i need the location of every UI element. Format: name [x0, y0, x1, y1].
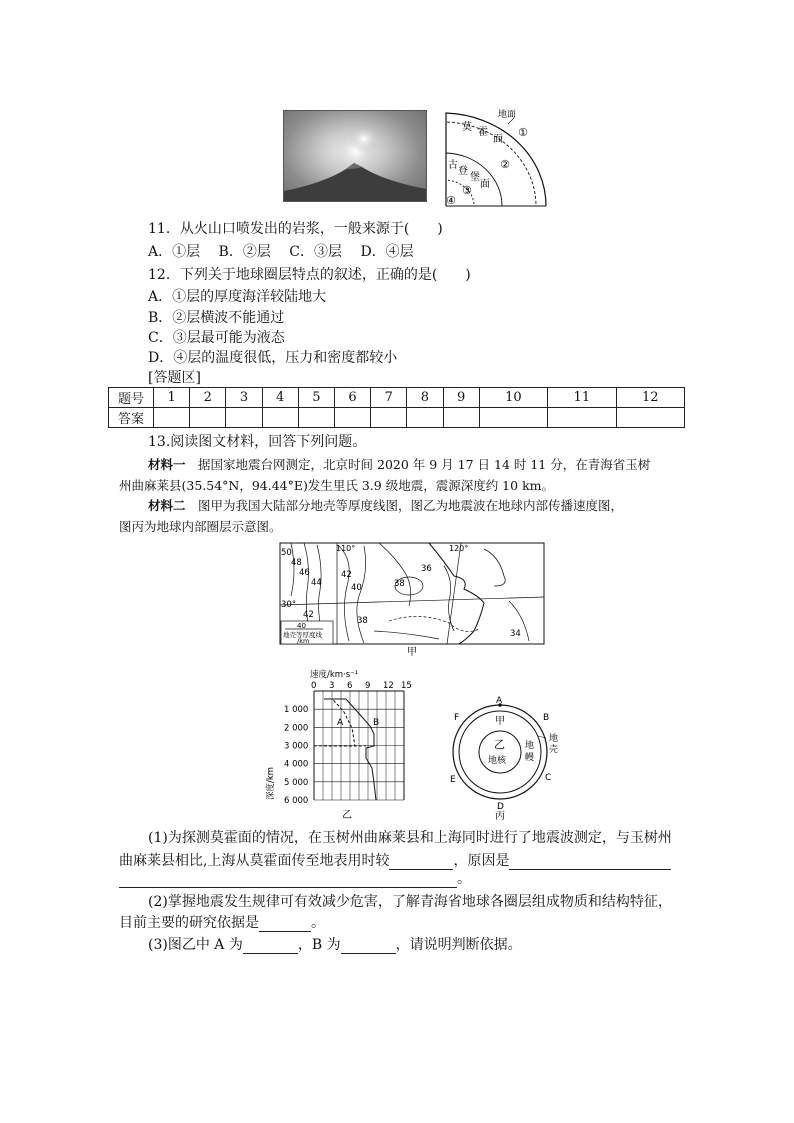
contour-label: 38 [394, 579, 405, 589]
answer-area-title: [答题区] [148, 370, 201, 386]
sub2-line1: (2)掌握地震发生规律可有效减少危害，了解青海省地球各圈层组成物质和结构特征， [148, 894, 672, 910]
map-caption: 甲 [407, 647, 417, 658]
table-cell: 8 [407, 388, 443, 408]
point-a: A [496, 696, 503, 706]
x-tick-label: 9 [365, 681, 371, 691]
longitude-label: 120° [449, 544, 469, 553]
legend-text: 地壳等厚度线 [283, 631, 322, 639]
answer-blank[interactable] [259, 916, 311, 932]
table-cell: 7 [371, 388, 407, 408]
layer-marker-3: ③ [462, 184, 472, 197]
q12-option-d: D．④层的温度很低，压力和密度都较小 [148, 350, 398, 366]
x-tick-label: 0 [311, 681, 317, 691]
answer-cell[interactable] [548, 408, 616, 428]
label-crust-2: 壳 [549, 745, 559, 755]
point-d: D [497, 802, 504, 812]
q11-options: A．①层 B．②层 C．③层 D．④层 [148, 244, 414, 260]
y-tick-label: 5 000 [284, 777, 309, 788]
table-cell: 9 [443, 388, 479, 408]
legend-value: 40 [297, 622, 306, 630]
answer-cell[interactable] [479, 408, 547, 428]
x-axis-title: 速度/km·s⁻¹ [310, 670, 359, 680]
sub1-line1: (1)为探测莫霍面的情况，在玉树州曲麻莱县和上海同时进行了地震波测定，与玉树州 [148, 830, 672, 846]
q12-option-a: A．①层的厚度海洋较陆地大 [148, 289, 327, 305]
q12-stem: 12．下列关于地球圈层特点的叙述，正确的是( ) [148, 267, 471, 283]
q13-intro: 13.阅读图文材料，回答下列问题。 [148, 434, 367, 450]
label-dimian: 地面 [498, 110, 517, 120]
earth-layers-quarter-diagram [438, 108, 550, 208]
answer-cell[interactable] [407, 408, 443, 428]
answer-blank[interactable] [509, 854, 671, 870]
answer-cell[interactable] [443, 408, 479, 428]
table-cell: 3 [226, 388, 262, 408]
table-cell: 10 [479, 388, 547, 408]
table-cell: 5 [298, 388, 334, 408]
q12-option-b: B．②层横波不能通过 [148, 310, 285, 326]
point-c: C [545, 773, 552, 783]
earth-interior-diagram [446, 696, 566, 820]
y-tick-label: 1 000 [284, 705, 309, 716]
answer-blank[interactable] [243, 938, 298, 954]
answer-cell[interactable] [334, 408, 370, 428]
chart-caption: 乙 [342, 810, 352, 820]
table-cell: 2 [190, 388, 226, 408]
material2-label: 材料二 [148, 498, 186, 513]
answer-blank[interactable] [389, 854, 453, 870]
material2-text1: 图甲为我国大陆部分地壳等厚度线图，图乙为地震波在地球内部传播速度图， [185, 498, 624, 513]
x-tick-label: 12 [383, 681, 394, 691]
sub2-text-a: 目前主要的研究依据是 [119, 915, 259, 931]
y-axis-title: 深度/km [266, 766, 276, 800]
label-mantle-1: 地 [525, 741, 535, 751]
contour-label: 42 [303, 610, 314, 620]
q12-option-c: C．③层最可能为液态 [148, 330, 285, 346]
contour-label: 36 [421, 564, 432, 574]
table-cell: 1 [154, 388, 190, 408]
label-mian1: 面 [493, 134, 503, 145]
label-gu: 古 [448, 160, 458, 171]
point-e: E [450, 775, 456, 785]
table-cell: 6 [334, 388, 370, 408]
wave-a-label: A [337, 718, 344, 728]
label-deng: 登 [458, 166, 468, 177]
contour-label: 44 [311, 578, 322, 588]
label-crust-1: 地 [549, 734, 559, 744]
contour-label: 42 [341, 570, 352, 580]
legend-unit: /km [297, 637, 310, 645]
answer-cell[interactable] [190, 408, 226, 428]
diagram-caption: 丙 [495, 811, 505, 820]
longitude-label: 110° [336, 544, 356, 553]
layer-marker-4: ④ [446, 194, 456, 207]
label-bao: 堡 [470, 172, 480, 183]
sub3-text-c: ，请说明判断依据。 [395, 937, 522, 953]
y-tick-label: 6 000 [284, 796, 309, 806]
label-yi: 乙 [494, 738, 505, 751]
answer-blank[interactable] [119, 872, 457, 888]
sub1-text-a: 曲麻莱县相比,上海从莫霍面传至地表用时较 [119, 853, 390, 869]
wave-b-curve [326, 699, 376, 800]
x-tick-label: 3 [329, 681, 335, 691]
answer-cell[interactable] [371, 408, 407, 428]
wave-b-label: B [373, 718, 380, 728]
seismic-velocity-chart [262, 668, 412, 820]
row-label-number: 题号 [109, 388, 154, 408]
table-row [109, 408, 685, 428]
sub3-line [148, 936, 522, 954]
table-cell: 11 [548, 388, 616, 408]
row-label-answer: 答案 [109, 408, 154, 428]
y-tick-label: 4 000 [284, 759, 309, 770]
sub2-line2 [119, 914, 325, 932]
answer-cell[interactable] [298, 408, 334, 428]
sub3-text-b: ，B 为 [297, 937, 341, 953]
point-f: F [454, 713, 460, 723]
answer-table [108, 387, 685, 428]
layer-marker-2: ② [500, 158, 510, 171]
sub1-text-b: ，原因是 [453, 853, 510, 869]
material1-text1: 据国家地震台网测定，北京时间 2020 年 9 月 17 日 14 时 11 分，在青海省玉树 [185, 457, 651, 472]
x-tick-label: 15 [401, 681, 412, 691]
material1-line1 [148, 456, 650, 474]
contour-label: 38 [357, 616, 368, 626]
latitude-label: 30° [281, 600, 297, 610]
table-cell: 12 [616, 388, 684, 408]
sub2-text-b: 。 [311, 915, 325, 931]
label-mo: 莫 [462, 122, 472, 133]
material1-line2: 州曲麻莱县(35.54°N，94.44°E)发生里氏 3.9 级地震，震源深度约 10 km。 [119, 478, 554, 493]
y-tick-label: 2 000 [284, 723, 309, 734]
sub1-text-c: 。 [457, 871, 471, 887]
sub3-text-a: (3)图乙中 A 为 [148, 937, 243, 953]
table-row [109, 388, 685, 408]
contour-label: 46 [299, 568, 310, 578]
answer-cell[interactable] [226, 408, 262, 428]
table-cell: 4 [262, 388, 298, 408]
x-tick-label: 6 [347, 681, 353, 691]
contour-label: 48 [291, 558, 302, 568]
label-mantle-2: 幔 [525, 753, 535, 763]
label-core: 地核 [488, 756, 507, 766]
answer-cell[interactable] [616, 408, 684, 428]
y-tick-label: 3 000 [284, 741, 309, 752]
q11-stem: 11．从火山口喷发出的岩浆，一般来源于( ) [148, 221, 443, 237]
sub1-line3 [119, 870, 471, 888]
volcano-photo [283, 110, 427, 202]
crust-thickness-map [279, 541, 547, 659]
point-b: B [543, 713, 550, 723]
material1-label: 材料一 [148, 457, 186, 472]
material2-line2: 图丙为地球内部圈层示意图。 [119, 519, 282, 534]
contour-label: 34 [510, 629, 521, 639]
contour-label: 50 [281, 548, 292, 558]
sub1-line2 [119, 852, 671, 870]
label-mian2: 面 [480, 179, 490, 190]
answer-blank[interactable] [341, 938, 396, 954]
label-jia: 甲 [495, 716, 505, 727]
label-huo: 霍 [478, 127, 488, 138]
answer-cell[interactable] [262, 408, 298, 428]
contour-label: 40 [351, 583, 362, 593]
material2-line1 [148, 497, 623, 515]
layer-marker-1: ① [518, 126, 528, 139]
answer-cell[interactable] [154, 408, 190, 428]
